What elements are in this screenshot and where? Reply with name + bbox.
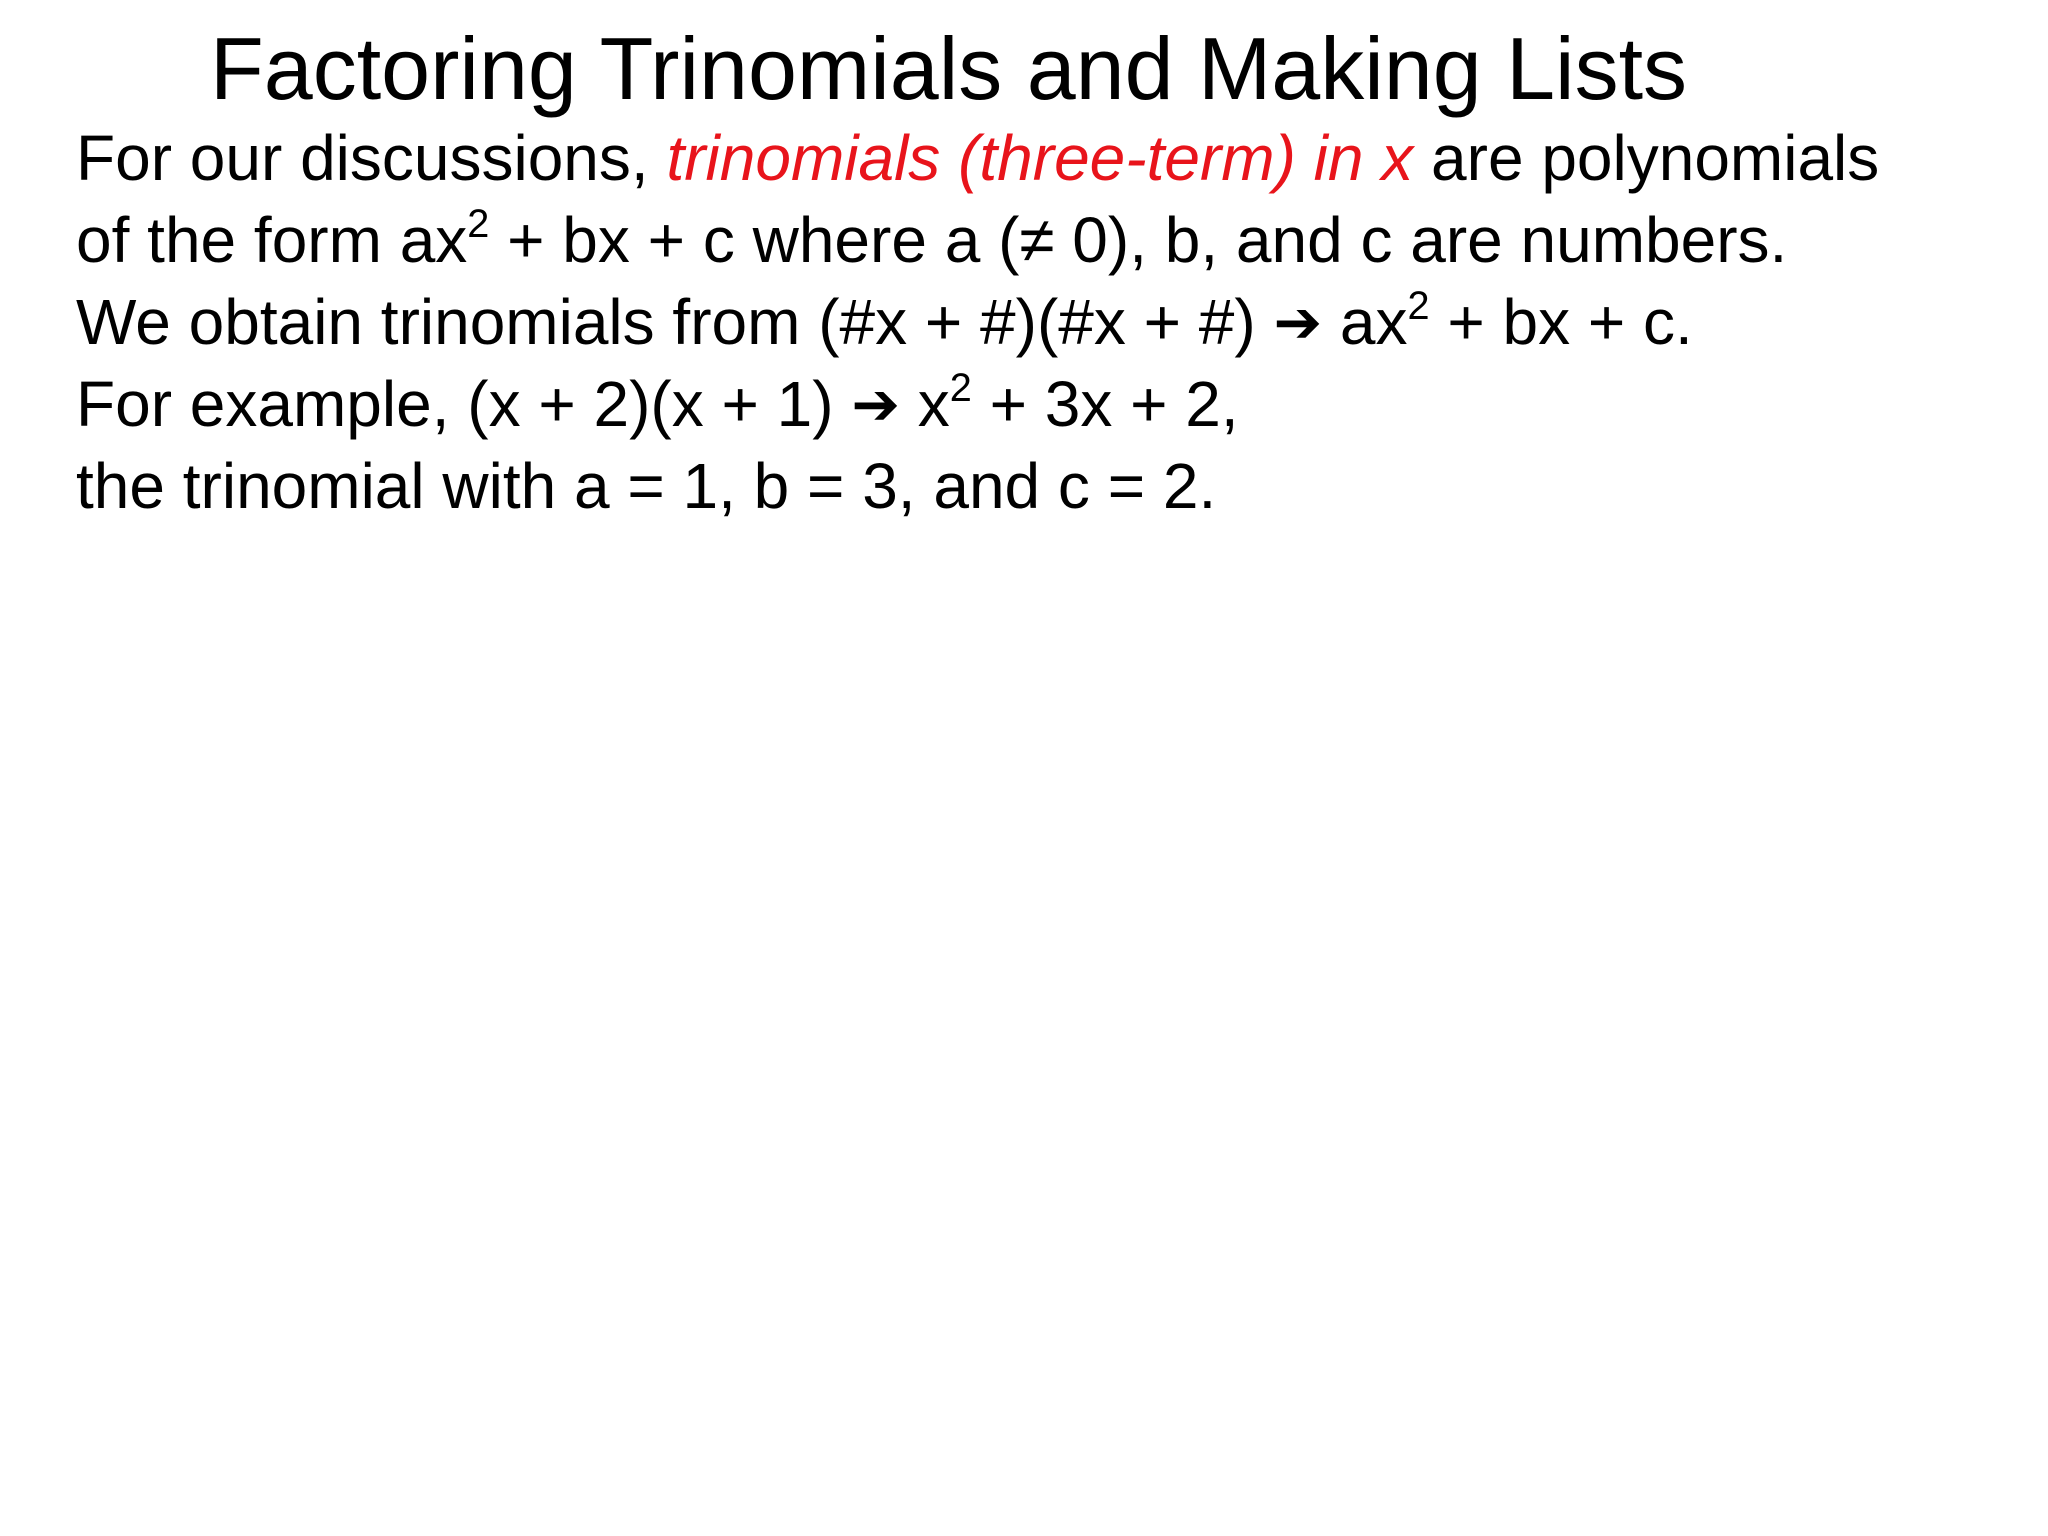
exponent-2: 2 xyxy=(467,201,490,246)
right-arrow-icon: ➔ xyxy=(1273,288,1323,356)
text-line-1 xyxy=(76,117,2036,199)
text-line-3 xyxy=(76,281,2036,363)
trinomials-definition-emphasis: trinomials (three-term) in x xyxy=(666,122,1414,194)
line3-text-mid: ax xyxy=(1322,286,1408,358)
exponent-2: 2 xyxy=(1407,283,1430,328)
text-line-5: the trinomial with a = 1, b = 3, and c = 2. xyxy=(76,450,1217,522)
line1-text-before: For our discussions, xyxy=(76,122,667,194)
text-line-4 xyxy=(76,363,2036,445)
slide-body xyxy=(76,117,2036,527)
line4-text-mid: x xyxy=(899,368,950,440)
line1-text-after: are polynomials xyxy=(1413,122,1880,194)
line2-text-before: of the form ax xyxy=(76,204,468,276)
line2-text-after: + bx + c where a (≠ 0), b, and c are numbers. xyxy=(489,204,1788,276)
text-line-2 xyxy=(76,199,2036,281)
exponent-2: 2 xyxy=(949,365,972,410)
slide-title: Factoring Trinomials and Making Lists xyxy=(210,19,1688,118)
right-arrow-icon: ➔ xyxy=(851,370,900,438)
line4-text-before: For example, (x + 2)(x + 1) xyxy=(76,368,852,440)
line3-text-before: We obtain trinomials from (#x + #)(#x + #) xyxy=(76,286,1274,358)
line3-text-after: + bx + c. xyxy=(1429,286,1693,358)
line4-text-after: + 3x + 2, xyxy=(971,368,1239,440)
